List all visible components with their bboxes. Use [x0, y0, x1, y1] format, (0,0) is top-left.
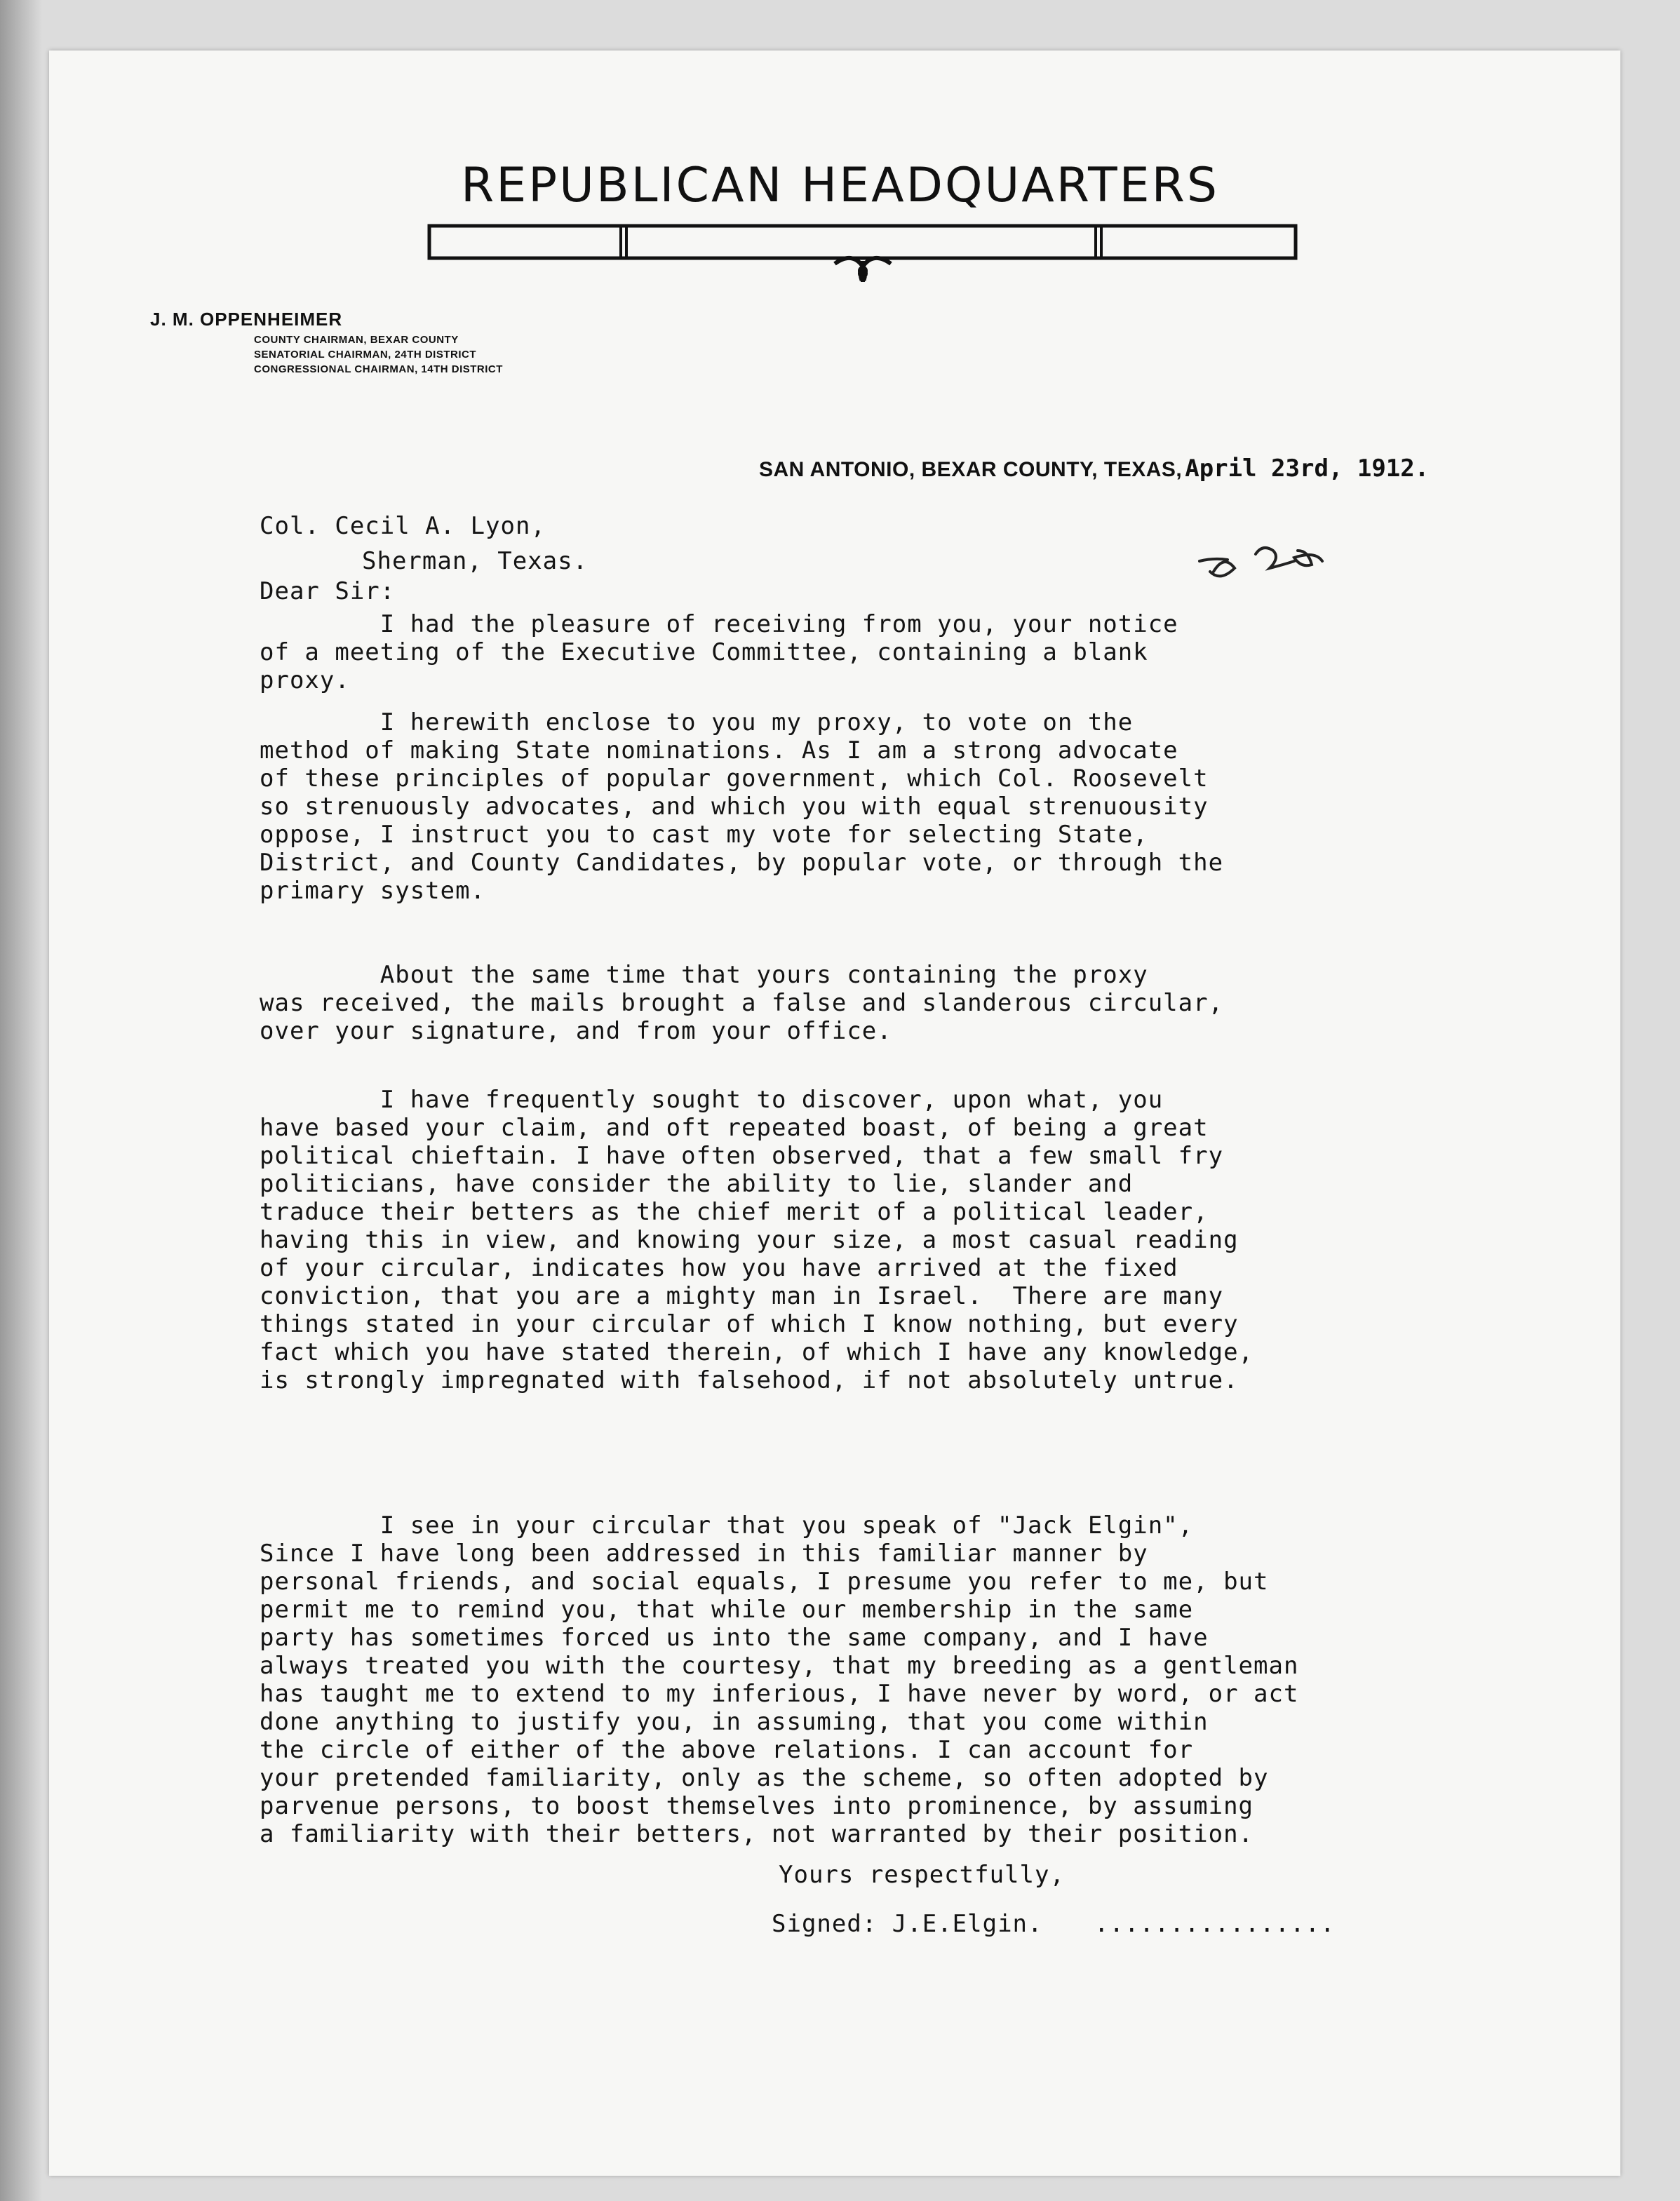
signature-dots: ................ [1094, 1910, 1336, 1938]
dateline-date: April 23rd, 1912. [1185, 455, 1430, 483]
chairman-title-3: CONGRESSIONAL CHAIRMAN, 14TH DISTRICT [254, 363, 503, 375]
paragraph-2: I herewith enclose to you my proxy, to vote on the method of making State nominations. As I am a strong advocate of these principles of popular government, which Col. Roosevelt so strenuously advocates, and which you with equal strenuousity oppose, I instruct you to cast my vote for selecting State, District, and County Candidates, by popular vote, or through the primary system. [260, 708, 1224, 905]
recipient-name: Col. Cecil A. Lyon, [260, 512, 546, 540]
paragraph-3: About the same time that yours containing the proxy was received, the mails brought a false and slanderous circular, over your signature, and from your office. [260, 961, 1224, 1045]
letterhead-rule-ornament [0, 0, 1680, 295]
dateline [759, 455, 1429, 483]
scan-edge-shadow [0, 0, 42, 2201]
signature-name: J.E.Elgin. [892, 1910, 1043, 1938]
handwritten-mark [1192, 533, 1389, 589]
chairman-name: J. M. OPPENHEIMER [150, 309, 343, 330]
chairman-title-2: SENATORIAL CHAIRMAN, 24TH DISTRICT [254, 349, 477, 361]
chairman-title-1: COUNTY CHAIRMAN, BEXAR COUNTY [254, 334, 459, 346]
paragraph-5: I see in your circular that you speak of "Jack Elgin", Since I have long been addressed in this familiar manner by personal friends, and social equals, I presume you refer to me, but permit me to remind you, that while our membership in the same party has sometimes forced us into the same company, and I have always treated you with the courtesy, that my breeding as a gentleman has taught me to extend to my inferious, I have never by word, or act done anything to justify you, in assuming, that you come within the circle of either of the above relations. I can account for your pretended familiarity, only as the scheme, so often adopted by parvenue persons, to boost themselves into prominence, by assuming a familiarity with their betters, not warranted by their position. [260, 1512, 1299, 1848]
recipient-location: Sherman, Texas. [362, 547, 589, 575]
letterhead-title: REPUBLICAN HEADQUARTERS [460, 158, 1220, 213]
signature-line [772, 1910, 1042, 1938]
paragraph-1: I had the pleasure of receiving from you, your notice of a meeting of the Executive Committee, containing a blank proxy. [260, 610, 1178, 694]
paragraph-4: I have frequently sought to discover, upon what, you have based your claim, and oft repeated boast, of being a great political chieftain. I have often observed, that a few small fry politicians, have consider the ability to lie, slander and traduce their betters as the chief merit of a political leader, having this in view, and knowing your size, a most casual reading of your circular, indicates how you have arrived at the fixed conviction, that you are a mighty man in Israel. There are many things stated in your circular of which I know nothing, but every fact which you have stated therein, of which I have any knowledge, is strongly impregnated with falsehood, if not absolutely untrue. [260, 1086, 1254, 1394]
closing: Yours respectfully, [779, 1861, 1065, 1889]
dateline-place: SAN ANTONIO, BEXAR COUNTY, TEXAS, [759, 458, 1183, 481]
signature-label: Signed: [772, 1910, 878, 1938]
salutation: Dear Sir: [260, 577, 396, 605]
